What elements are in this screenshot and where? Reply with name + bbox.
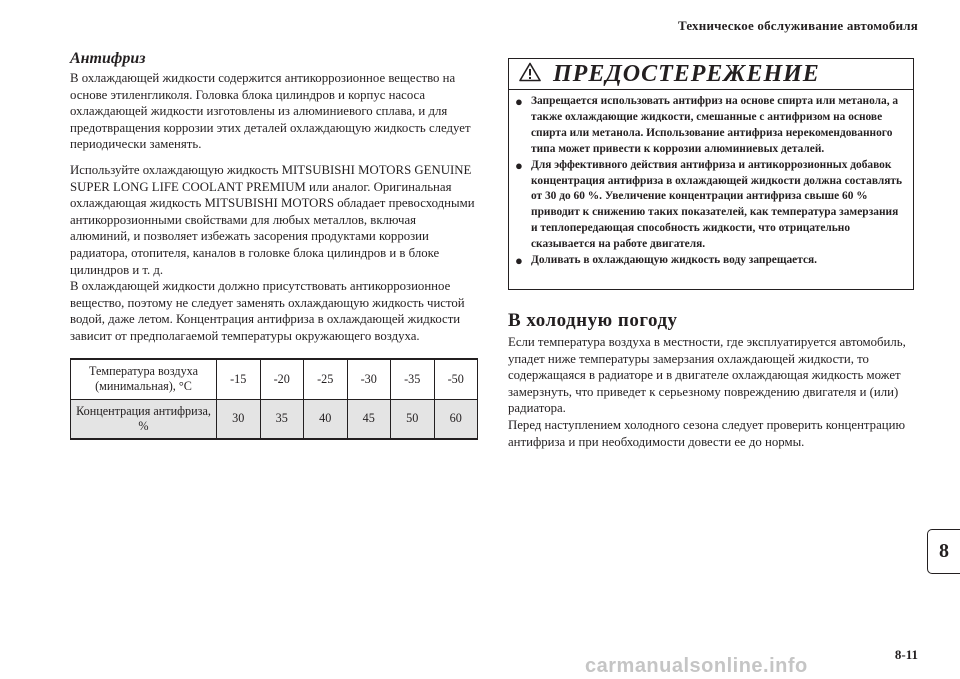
temperature-cell: -15 [217,359,261,400]
temperature-row-label: Температура воздуха (минимальная), °C [71,359,217,400]
antifreeze-paragraph-2: Используйте охлаждающую жидкость MITSUBISHI MOTORS GENUINE SUPER LONG LIFE COOLANT PREMIUM или аналог. Оригинальная охлаждающая жидкость MITSUBISHI MOTORS обладает превосходными антикоррозионными свойствами для любых металлов, включая алюминий, и позволяет избежать засорения продуктами коррозии радиатора, отопителя, каналов в головке блока цилиндров и в блоке цилиндров и т. д. [70,162,475,277]
concentration-cell: 45 [347,399,391,439]
left-column [70,50,478,440]
temperature-cell: -20 [260,359,304,400]
warning-item-text: Запрещается использовать антифриз на основе спирта или метанола, а также охлаждающие жидкости, смешанные с антифризом на основе спирта или метанола. Использование антифриза нерекомендованного типа может привести к коррозии алюминиевых деталей. [531,95,899,155]
concentration-row-label: Концентрация антифриза, % [71,399,217,439]
warning-item-text: Доливать в охлаждающую жидкость воду запрещается. [531,254,818,267]
warning-title: ПРЕДОСТЕРЕЖЕНИЕ [553,60,820,87]
warning-item-text: Для эффективного действия антифриза и антикоррозионных добавок концентрация антифриза в охлаждающей жидкости должна составлять от 30 до 60 %. Увеличение концентрации антифриза свыше 60 % приводит к снижению таких показателей, как температура замерзания и теплопередающая способность жидкости, что отрицательно сказывается на работе двигателя. [531,158,902,251]
right-column [508,58,918,450]
warning-triangle-icon [519,62,553,87]
antifreeze-concentration-table [70,358,478,440]
warning-box [508,58,914,290]
antifreeze-table-wrapper [70,358,478,440]
warning-item [515,158,905,253]
cold-weather-title: В холодную погоду [508,310,678,331]
temperature-cell: -50 [434,359,478,400]
temperature-cell: -35 [391,359,435,400]
chapter-number: 8 [939,540,949,562]
temperature-cell: -30 [347,359,391,400]
cold-weather-paragraph-1: Если температура воздуха в местности, где эксплуатируется автомобиль, упадет ниже температуры замерзания охлаждающей жидкости, то содержащаяся в радиаторе и в двигателе охлаждающая жидкость может замерзнуть, что приведет к серьезному повреждению двигателя и (или) радиатора. [508,335,906,416]
bullet-icon: ● [515,157,523,173]
page-number: 8-11 [894,647,918,662]
chapter-tab [927,529,960,574]
running-header: Техническое обслуживание автомобиля [677,18,918,33]
temperature-row [71,359,478,400]
bullet-icon: ● [515,253,523,269]
concentration-cell: 50 [391,399,435,439]
temperature-cell: -25 [304,359,348,400]
bullet-icon: ● [515,94,523,109]
concentration-cell: 60 [434,399,478,439]
antifreeze-paragraph-1: В охлаждающей жидкости содержится антикоррозионное вещество на основе этиленгликоля. Головка блока цилиндров и корпус насоса охлаждающей жидкости изготовлены из алюминиевого сплава, и для предотвращения коррозии этих деталей охлаждающую жидкость следует периодически заменять. [70,71,471,152]
concentration-cell: 35 [260,399,304,439]
antifreeze-paragraph-3: В охлаждающей жидкости должно присутствовать антикоррозионное вещество, поэтому не следует заменять охлаждающую жидкость чистой водой, даже летом. Концентрация антифриза в охлаждающей жидкости зависит от предполагаемой температуры окружающего воздуха. [70,279,465,343]
cold-weather-paragraph-2: Перед наступлением холодного сезона следует проверить концентрацию антифриза и при необходимости довести ее до нормы. [508,417,906,449]
warning-header [509,59,913,90]
watermark: carmanualsonline.info [585,655,808,677]
concentration-cell: 40 [304,399,348,439]
warning-item [515,253,905,269]
warning-item [515,94,905,158]
concentration-cell: 30 [217,399,261,439]
concentration-row [71,399,478,439]
antifreeze-title: Антифриз [70,50,146,67]
